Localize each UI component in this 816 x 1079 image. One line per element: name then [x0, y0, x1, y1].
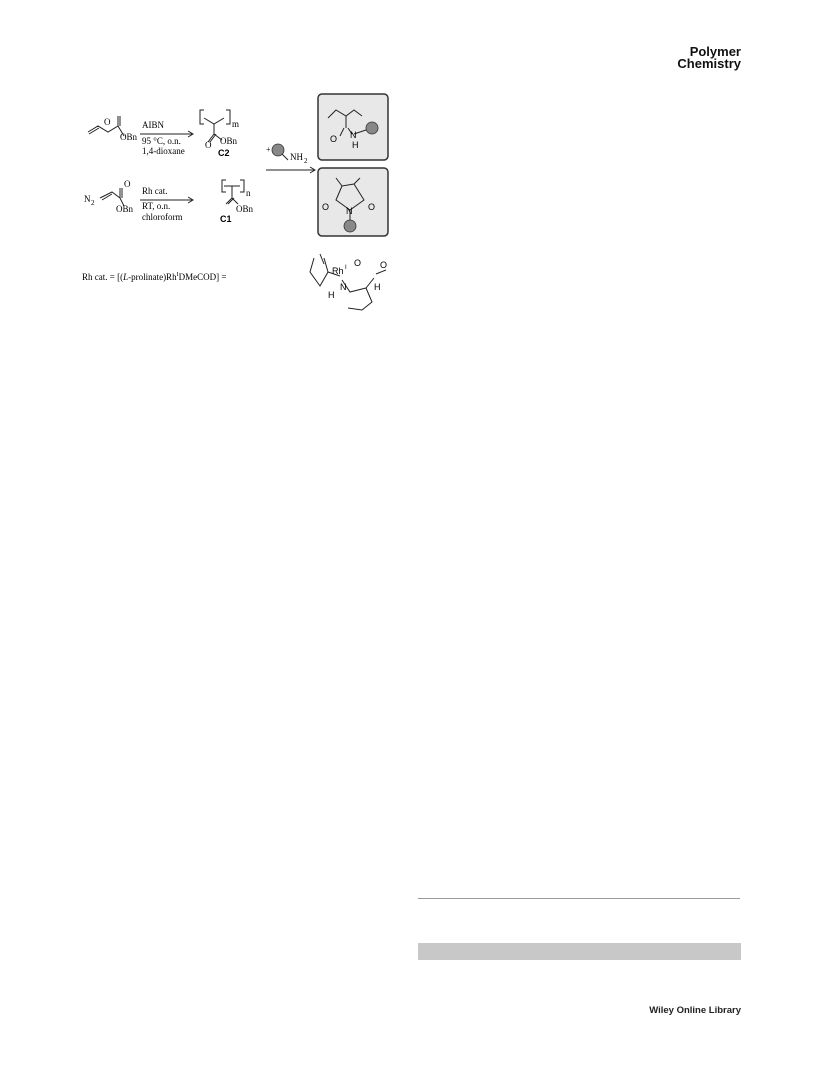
- amine-nh: NH: [290, 152, 303, 162]
- polymer-c2-subscript: m: [232, 119, 240, 129]
- sphere-amide-icon: [366, 122, 378, 134]
- condition-bottom-1: RT, o.n.: [142, 201, 171, 211]
- journal-title-line2: Chemistry: [677, 56, 741, 71]
- journal-title-line1: Polymer: [689, 44, 741, 59]
- catalyst-rh: Rh: [332, 266, 344, 276]
- diazo-n: N: [84, 194, 91, 204]
- reaction-scheme: [74, 88, 394, 328]
- polymer-c2-ester: OBn: [220, 136, 238, 146]
- catalyst-hydrogen-c: H: [374, 282, 381, 292]
- carbonyl-oxygen-1: O: [104, 117, 111, 127]
- amide-hydrogen: H: [352, 140, 359, 150]
- reagent-rh: Rh cat.: [142, 186, 168, 196]
- footer-divider: [418, 898, 740, 899]
- catalyst-nitrogen: N: [340, 282, 347, 292]
- sphere-reagent-icon: [272, 144, 284, 156]
- catalyst-oxygen: O: [354, 258, 362, 268]
- condition-top-2: 1,4-dioxane: [142, 146, 185, 156]
- polymer-c2-label: C2: [218, 148, 230, 158]
- imide-oxygen-left: O: [322, 202, 330, 212]
- polymer-c1-ester: OBn: [236, 204, 254, 214]
- monomer-acrylate-ester: OBn: [120, 132, 138, 142]
- condition-top-1: 95 °C, o.n.: [142, 136, 181, 146]
- catalyst-rh-sup: I: [345, 265, 347, 271]
- catalyst-definition-l: L: [123, 272, 129, 282]
- polymer-c1-subscript: n: [246, 188, 251, 198]
- catalyst-oxygen-2: O: [380, 260, 388, 270]
- carbonyl-oxygen-3: O: [124, 179, 131, 189]
- catalyst-definition: [82, 272, 226, 282]
- catalyst-hydrogen-n: H: [328, 290, 335, 300]
- polymer-c1-label: C1: [220, 214, 232, 224]
- catalyst-definition-sup: I: [176, 272, 179, 278]
- catalyst-definition-part-a: Rh cat. = [(: [82, 272, 124, 282]
- footer-grey-bar: [418, 943, 741, 960]
- plus-sign: +: [266, 145, 271, 154]
- catalyst-definition-part-b: -prolinate)Rh: [128, 272, 177, 282]
- amide-nitrogen: N: [350, 130, 357, 140]
- sphere-imide-icon: [344, 220, 356, 232]
- reagent-aibn: AIBN: [142, 120, 164, 130]
- imide-oxygen-right: O: [368, 202, 376, 212]
- condition-bottom-2: chloroform: [142, 212, 183, 222]
- diazo-subscript: 2: [91, 199, 95, 207]
- catalyst-definition-part-c: DMeCOD] =: [178, 272, 227, 282]
- publisher-mark: Wiley Online Library: [649, 1005, 741, 1016]
- amine-subscript: 2: [304, 157, 308, 165]
- carbonyl-oxygen-2: O: [205, 140, 212, 150]
- imide-nitrogen: N: [346, 206, 353, 216]
- journal-title: [677, 46, 741, 70]
- amide-oxygen: O: [330, 134, 338, 144]
- monomer-diazo-ester: OBn: [116, 204, 134, 214]
